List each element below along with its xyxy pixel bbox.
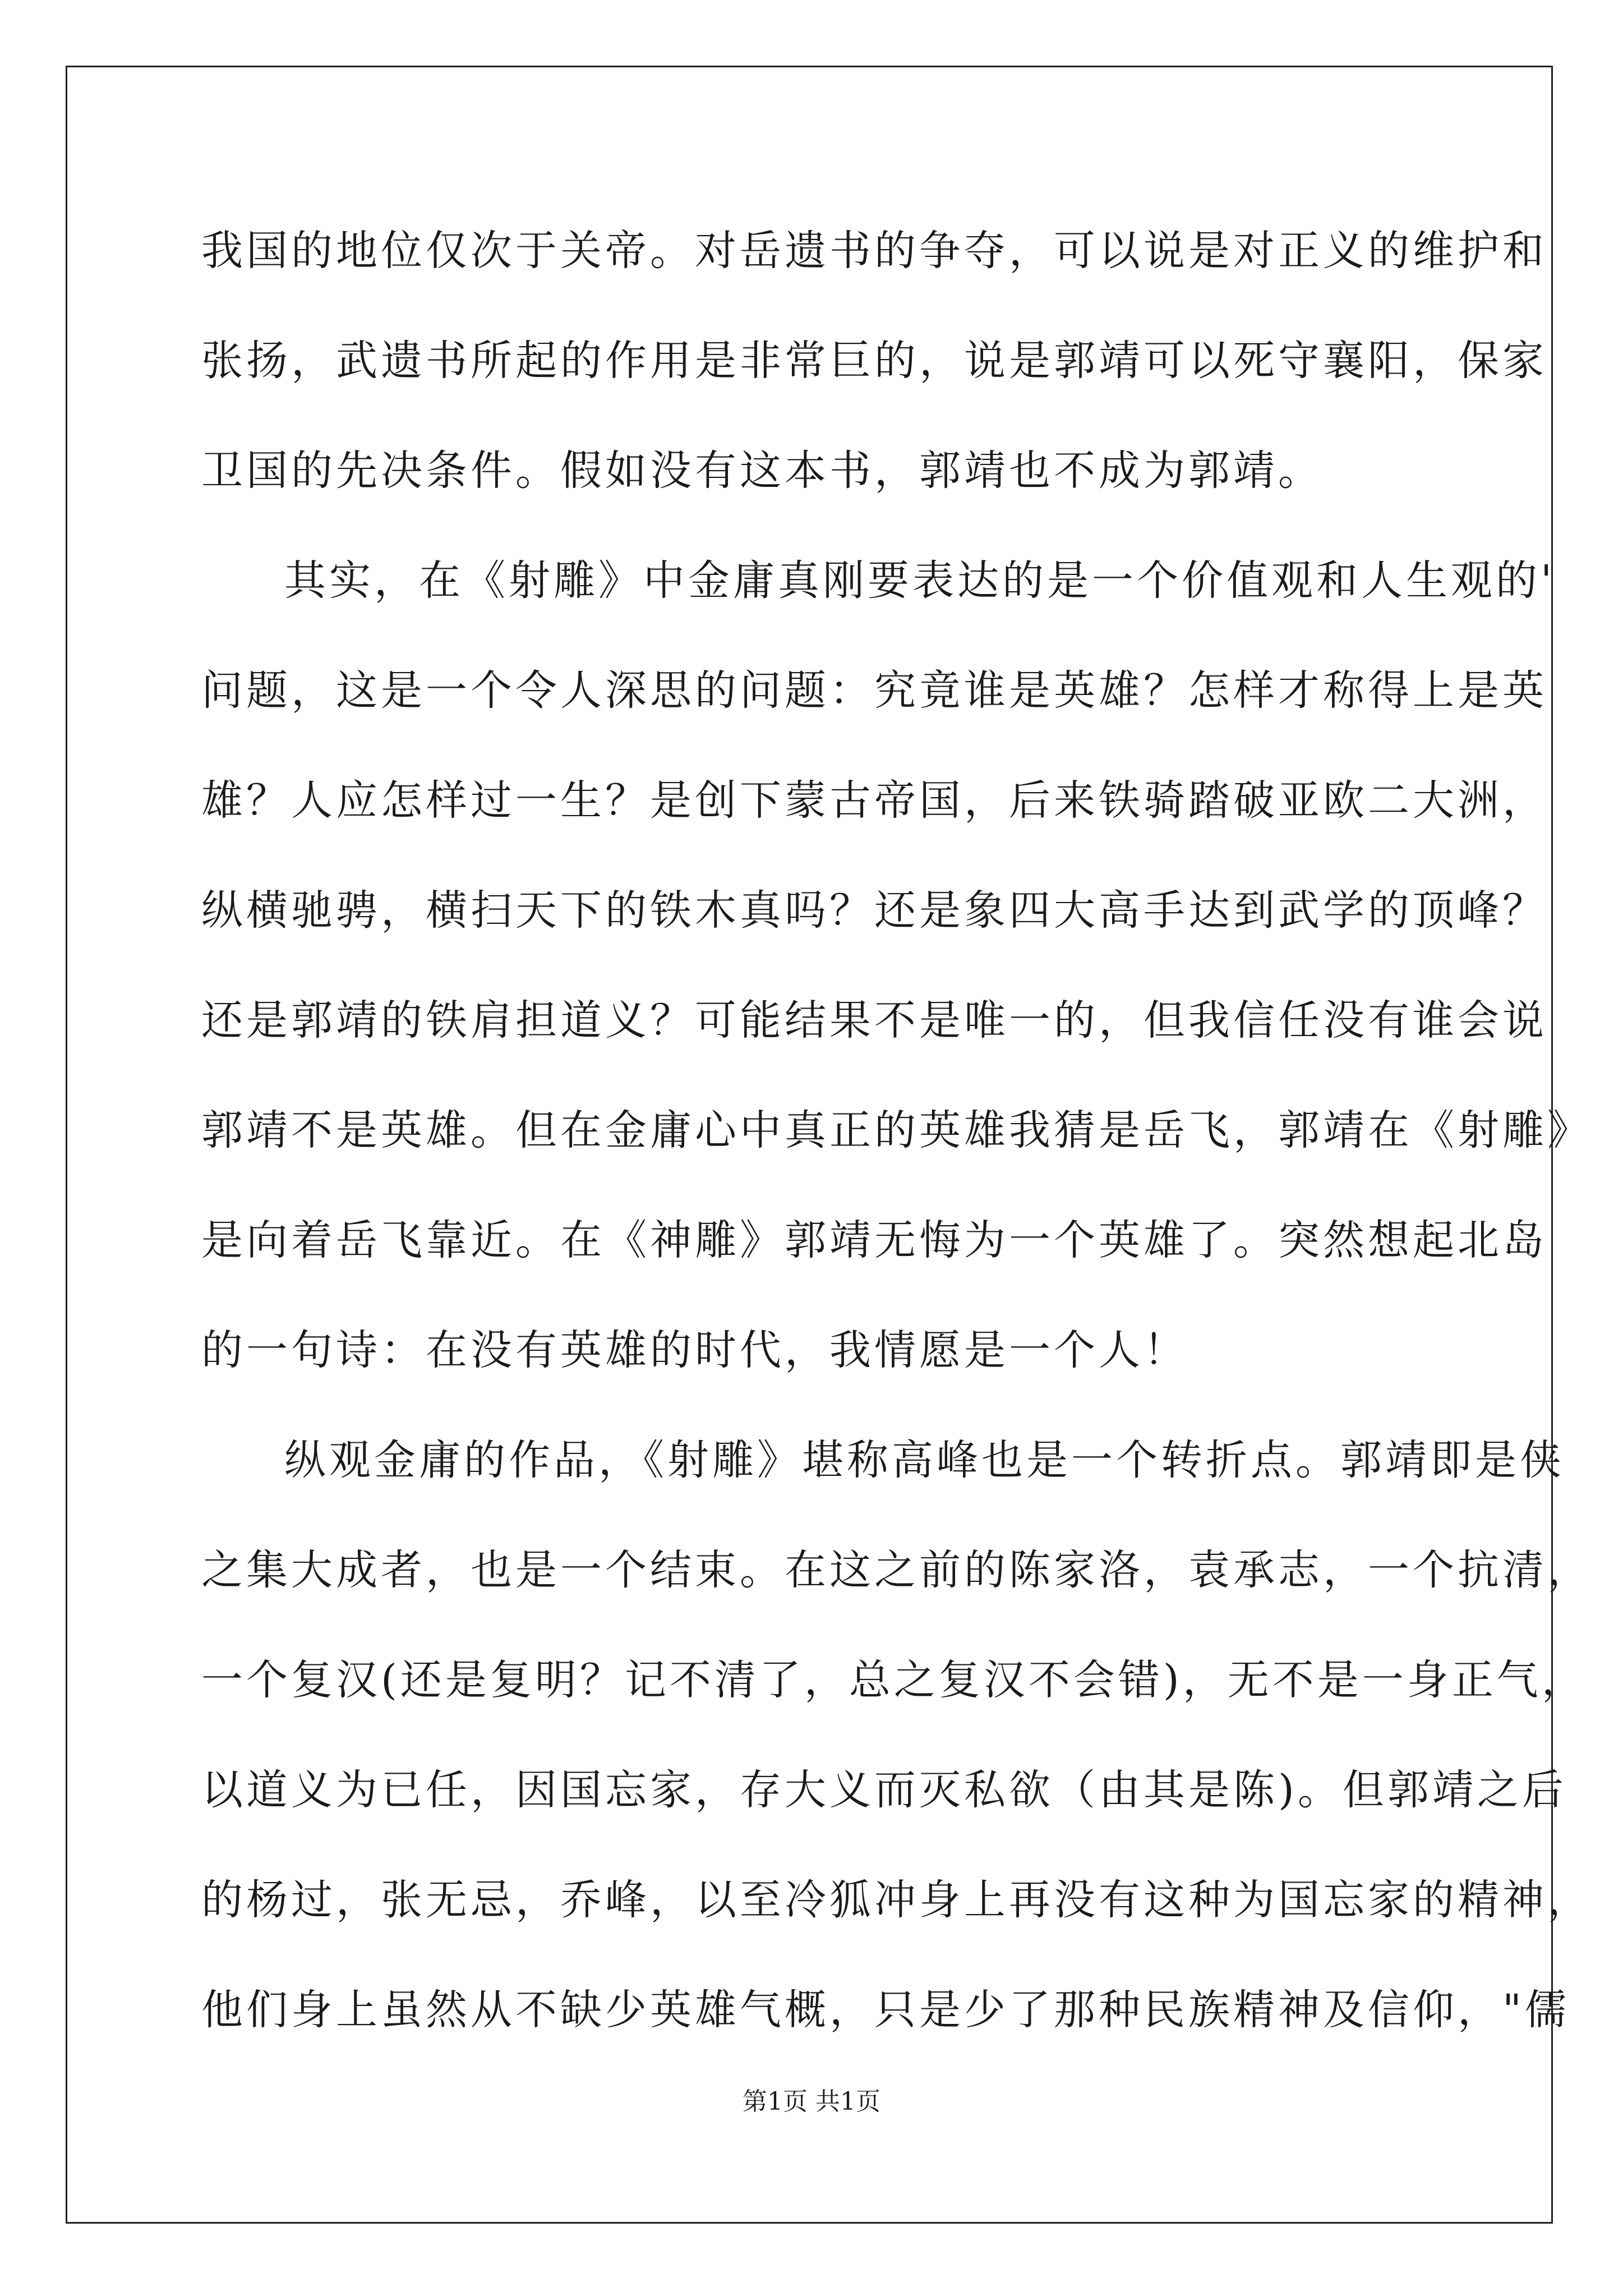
text-line: 是向着岳飞靠近。在《神雕》郭靖无悔为一个英雄了。突然想起北岛	[201, 1216, 1547, 1264]
text-line: 以道义为已任，因国忘家，存大义而灭私欲（由其是陈)。但郭靖之后	[201, 1766, 1567, 1814]
text-line: 还是郭靖的铁肩担道义？可能结果不是唯一的，但我信任没有谁会说	[201, 996, 1547, 1045]
text-line: 的杨过，张无忌，乔峰，以至冷狐冲身上再没有这种为国忘家的精神，	[201, 1876, 1592, 1924]
text-line: 卫国的先决条件。假如没有这本书，郭靖也不成为郭靖。	[201, 447, 1323, 495]
text-line: 雄？人应怎样过一生？是创下蒙古帝国，后来铁骑踏破亚欧二大洲，	[201, 776, 1547, 825]
text-line: 一个复汉(还是复明？记不清了，总之复汉不会错)，无不是一身正气，	[201, 1656, 1587, 1704]
text-line: 的一句诗：在没有英雄的时代，我情愿是一个人！	[201, 1326, 1188, 1374]
text-line: 我国的地位仅次于关帝。对岳遗书的争夺，可以说是对正义的维护和	[201, 227, 1547, 275]
page-footer: 第1页 共1页	[743, 2087, 880, 2116]
text-line: 张扬，武遗书所起的作用是非常巨的，说是郭靖可以死守襄阳，保家	[201, 337, 1547, 385]
text-line: 纵横驰骋，横扫天下的铁木真吗？还是象四大高手达到武学的顶峰？	[201, 886, 1547, 935]
paragraph-start-line: 其实，在《射雕》中金庸真刚要表达的是一个价值观和人生观的'	[284, 556, 1556, 605]
text-line: 他们身上虽然从不缺少英雄气概，只是少了那种民族精神及信仰，"儒	[201, 1986, 1570, 2034]
text-line: 郭靖不是英雄。但在金庸心中真正的英雄我猜是岳飞，郭靖在《射雕》	[201, 1106, 1592, 1154]
text-line: 之集大成者，也是一个结束。在这之前的陈家洛，袁承志，一个抗清，	[201, 1546, 1592, 1594]
paragraph-start-line: 纵观金庸的作品，《射雕》堪称高峰也是一个转折点。郭靖即是侠	[284, 1436, 1565, 1484]
document-body	[201, 220, 1592, 2089]
text-line: 问题，这是一个令人深思的问题：究竟谁是英雄？怎样才称得上是英	[201, 666, 1547, 715]
